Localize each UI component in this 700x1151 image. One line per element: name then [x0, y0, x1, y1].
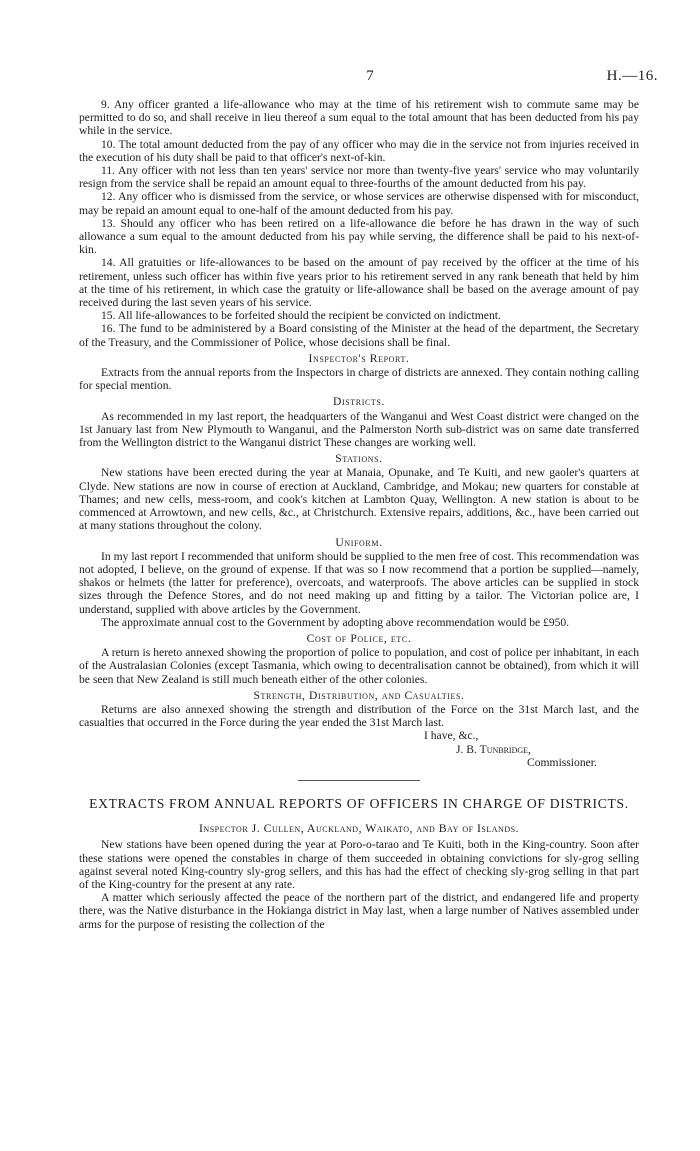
section-divider — [298, 780, 420, 781]
rule-13: 13. Should any officer who has been retired on a life-allowance die before he has drawn in the way of such allowance a sum equal to the amount deducted from his pay while serving, the difference shall be paid to his next-of-kin. — [79, 216, 639, 257]
uniform-text: In my last report I recommended that uniform should be supplied to the men free of cost. This recommendation was not adopted, I believe, on the ground of expense. If that was so I now recommend that a portion be supplied—namely, shakos or helmets (the latter for preference), overcoats, and waterproofs. The above articles can be supplied in stock sizes through the Defence Stores, and do not need making up and fitting by a tailor. The Victorian police are, I understand, supplied with above articles by the Government. — [79, 549, 639, 616]
uniform-cost-text: The approximate annual cost to the Government by adopting above recommendation would be £950. — [101, 615, 570, 629]
districts-heading: Districts. — [333, 395, 385, 409]
signature-name: J. B. Tunbridge, — [456, 742, 531, 756]
inspectors-report-heading: Inspector's Report. — [308, 351, 410, 365]
signature-block — [79, 729, 639, 769]
strength-heading: Strength, Distribution, and Casualties. — [253, 688, 465, 702]
inspector-cullen-heading: Inspector J. Cullen, Auckland, Waikato, and Bay of Islands. — [198, 821, 520, 836]
extracts-paragraph-2: A matter which seriously affected the peace of the northern part of the district, and endangered life and property there, was the Native disturbance in the Hokianga district in May last, when a large number of Natives assembled under arms for the purpose of resisting the collection of the — [79, 891, 639, 931]
rule-10: 10. The total amount deducted from the pay of any officer who may die in the service not from injuries received in the execution of his duty shall be paid to that officer's next-of-kin. — [79, 137, 639, 164]
extracts-paragraph-1: New stations have been opened during the year at Poro-o-tarao and Te Kuiti, both in the King-country. Soon after these stations were opened the constables in charge of them succeeded in obtaining convictions for sly-grog selling against several noted King-country sly-grog sellers, and this has had the effect of checking sly-grog selling in that part of the King-country for the present at any rate. — [79, 838, 639, 891]
cost-of-police-heading: Cost of Police, etc. — [306, 631, 412, 645]
document-reference: H.—16. — [606, 68, 658, 84]
districts-text: As recommended in my last report, the headquarters of the Wanganui and West Coast district were changed on the 1st January last from New Plymouth to Wanganui, and the Palmerston North sub-district was on same date transferred from the Wellington district to the Wanganui district These changes are working well. — [79, 409, 639, 450]
rule-14: 14. All gratuities or life-allowances to be based on the amount of pay received by the officer at the time of his retirement, unless such officer has within five years prior to his retirement served in any rank beneath that held by him at the time of his retirement, in which case the gratuity or life-allowance shall be based on the average amount of pay received during the last seven years of his service. — [79, 256, 639, 310]
cost-of-police-text: A return is hereto annexed showing the proportion of police to population, and cost of police per inhabitant, in each of the Australasian Colonies (except Tasmania, which owing to decentralisation cannot be obtained), from which it will be seen that New Zealand is still much beneath either of the other colonies. — [79, 646, 639, 686]
stations-heading: Stations. — [335, 452, 383, 466]
rule-11: 11. Any officer with not less than ten years' service nor more than twenty-five years' service who may voluntarily resign from the service shall be repaid an amount equal to three-fourths of the amount deducted from his pay. — [79, 164, 639, 191]
page-number: 7 — [366, 68, 374, 84]
page-body — [79, 98, 639, 931]
uniform-heading: Uniform. — [335, 535, 383, 549]
rule-15: 15. All life-allowances to be forfeited should the recipient be convicted on indictment. — [101, 309, 501, 323]
strength-text: Returns are also annexed showing the strength and distribution of the Force on the 31st March last, and the casualties that occurred in the Force during the year ended the 31st March last. — [79, 702, 639, 730]
stations-text: New stations have been erected during the year at Manaia, Opunake, and Te Kuiti, and new gaoler's quarters at Clyde. New stations are now in course of erection at Auckland, Cambridge, and Mokau; new quarters for constable at Thames; and new cells, mess-room, and cook's kitchen at Lambton Quay, Wellington. A new station is about to be commenced at Arrowtown, and new cells, &c., at Christchurch. Extensive repairs, additions, &c., have been carried out at many stations throughout the colony. — [79, 466, 639, 533]
extracts-title: EXTRACTS FROM ANNUAL REPORTS OF OFFICERS IN CHARGE OF DISTRICTS. — [89, 795, 629, 811]
rule-9: 9. Any officer granted a life-allowance who may at the time of his retirement wish to commute same may be permitted to do so, and shall receive in lieu thereof a sum equal to the total amount that has been deducted from his pay while in the service. — [79, 98, 639, 138]
signature-closing: I have, &c., — [424, 729, 479, 743]
inspectors-report-text: Extracts from the annual reports from the Inspectors in charge of districts are annexed. They contain nothing calling for special mention. — [79, 366, 639, 393]
rule-12: 12. Any officer who is dismissed from the service, or whose services are otherwise dispensed with for misconduct, may be repaid an amount equal to one-half of the amount deducted from his pay. — [79, 190, 639, 217]
rule-16: 16. The fund to be administered by a Board consisting of the Minister at the head of the department, the Secretary of the Treasury, and the Commissioner of Police, whose decisions shall be final. — [79, 322, 639, 349]
signature-title: Commissioner. — [527, 755, 597, 769]
